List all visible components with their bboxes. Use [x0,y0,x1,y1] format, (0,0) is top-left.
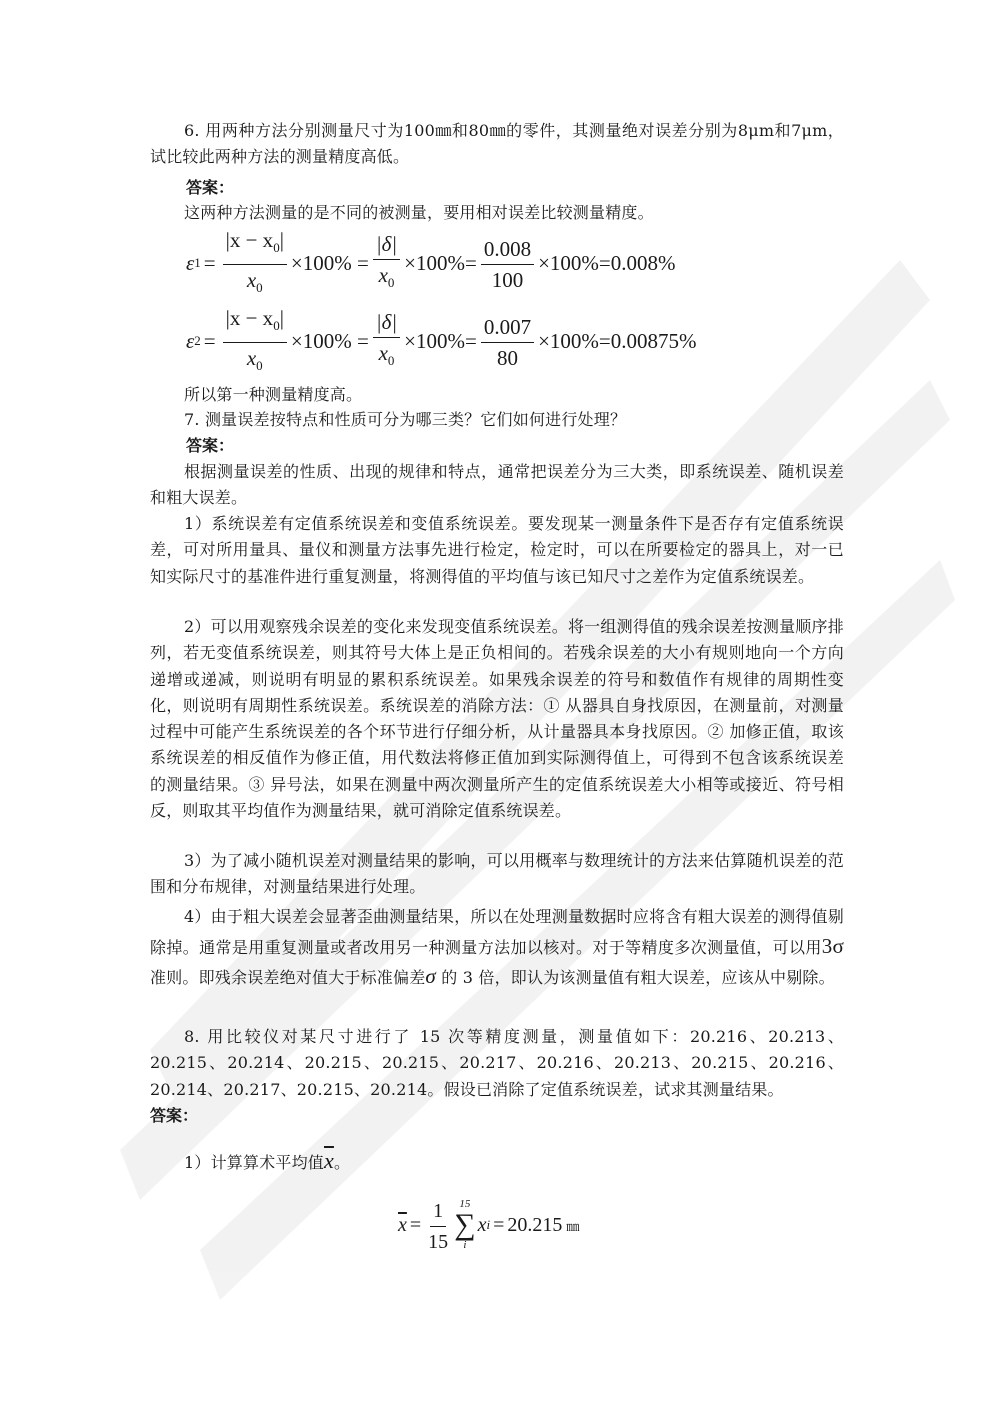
q7-paragraph-1: 1）系统误差有定值系统误差和变值系统误差。要发现某一测量条件下是否存有定值系统误差，可对所用量具、量仪和测量方法事先进行检定，检定时，可以在所要检定的器具上，对一已知实际尺寸的基准件进行重复测量，将测得值的平均值与该已知尺寸之差作为定值系统误差。 [150,514,844,586]
q6-intro: 这两种方法测量的是不同的被测量，要用相对误差比较测量精度。 [184,203,654,222]
q7-intro: 根据测量误差的性质、出现的规律和特点，通常把误差分为三大类，即系统误差、随机误差和粗大误差。 [150,462,844,508]
q7-paragraph-2: 2）可以用观察残余误差的变化来发现变值系统误差。将一组测得值的残余误差按测量顺序排列，若无变值系统误差，则其符号大体上是正负相间的。若残余误差的大小有规则地向一个方向递增或递减，则说明有明显的累积系统误差。如果残余误差的符号和数值作有规律的周期性变化，则说明有周期性系统误差。系统误差的消除方法：① 从器具自身找原因，在测量前，对测量过程中可能产生系统误差的各个环节进行仔细分析，从计量器具本身找原因。② 加修正值，取该系统误差的相反值作为修正值，用代数法将修正值加到实际测得值上，可得到不包含该系统误差的测量结果。③ 异号法，如果在测量中两次测量所产生的定值系统误差大小相等或接近、符号相反，则取其平均值作为测量结果，就可消除定值系统误差。 [150,617,844,821]
q7-paragraph-4: 4）由于粗大误差会显著歪曲测量结果，所以在处理测量数据时应将含有粗大误差的测得值剔除掉。通常是用重复测量或者改用另一种测量方法加以核对。对于等精度多次测量值，可以用3σ 准则。即残余误差绝对值大于标准偏差σ 的 3 倍，即认为该测量值有粗大误差，应该从中剔除。 [150,907,844,988]
question-7-text: 7. 测量误差按特点和性质可分为哪三类？它们如何进行处理？ [184,410,627,429]
q7-paragraph-3: 3）为了减小随机误差对测量结果的影响，可以用概率与数理统计的方法来估算随机误差的范围和分布规律，对测量结果进行处理。 [150,851,844,897]
arithmetic-mean-formula: $\overline{x}$ = $\frac{1}{15}$ 15 ∑ i x i = 20.215 ㎜ [398,1198,580,1253]
relative-error-formula-1: ε 1 = $\frac{|x - x_0|}{x_0}$ ×100% = $\frac{|\delta|}{x_0}$ ×100%= $\frac{0.008}{100}$ ×100%=0.008% [186,228,676,295]
q6-conclusion: 所以第一种测量精度高。 [184,385,363,404]
answer-label-8: 答案： [150,1106,199,1125]
question-6-text: 6. 用两种方法分别测量尺寸为100㎜和80㎜的零件，其测量绝对误差分别为8μm和7μm，试比较此两种方法的测量精度高低。 [150,121,844,167]
q8-step-1: 1）计算算术平均值$\overline{x}$。 [184,1148,351,1173]
summation-symbol: ∑ [454,1208,476,1241]
relative-error-formula-2: ε 2 = $\frac{|x - x_0|}{x_0}$ ×100% = $\frac{|\delta|}{x_0}$ ×100%= $\frac{0.007}{80}$ ×100%=0.00875% [186,306,697,373]
answer-label-7: 答案： [186,436,235,455]
answer-label-6: 答案： [186,178,235,197]
question-8-text: 8. 用比较仪对某尺寸进行了 15 次等精度测量，测量值如下：20.216、20.213、20.215、20.214、20.215、20.215、20.217、20.216、20.213、20.215、20.216、20.214、20.217、20.215、20.214。假设已消除了定值系统误差，试求其测量结果。 [150,1027,844,1099]
